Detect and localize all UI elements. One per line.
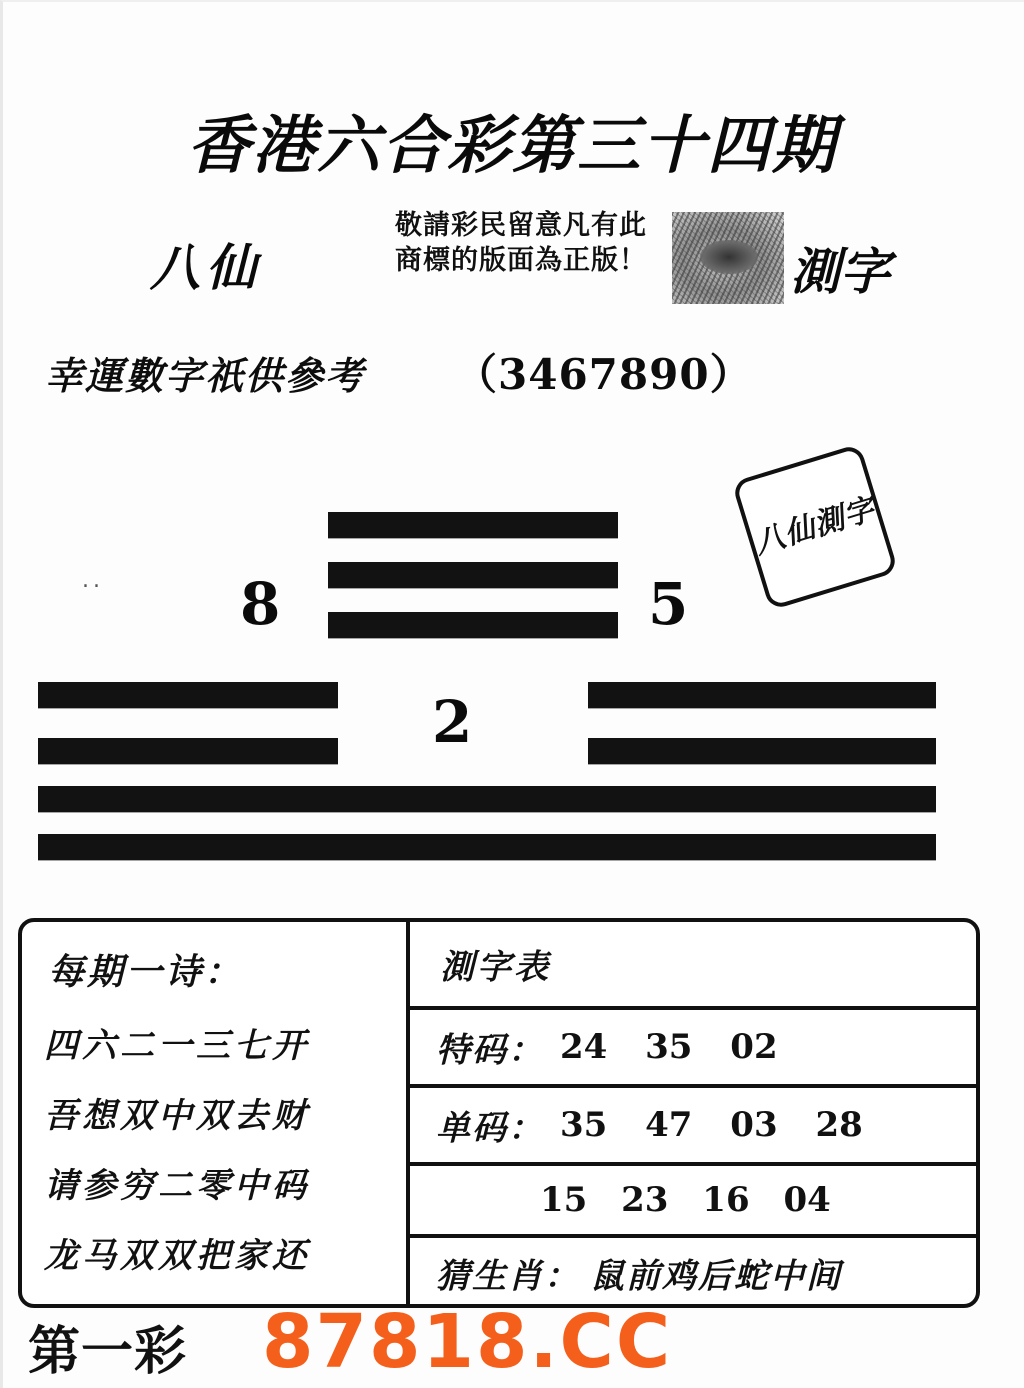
poem-title: 每期一诗： bbox=[48, 951, 244, 993]
seal-label: 八仙測字 bbox=[750, 491, 880, 562]
row-values-single: 35 47 03 28 bbox=[560, 1105, 863, 1145]
footer bbox=[0, 1299, 1024, 1385]
seal-badge bbox=[731, 443, 898, 610]
hexagram-diagram bbox=[0, 491, 1024, 870]
hexagram-number-left: 8 bbox=[240, 570, 281, 638]
hexagram-bar-top-3 bbox=[328, 612, 618, 638]
subtitle-left: 八仙 bbox=[150, 238, 262, 297]
footer-url[interactable]: 87818.CC bbox=[262, 1299, 673, 1385]
poem-box bbox=[22, 922, 410, 1304]
hexagram-bar-bottom-2 bbox=[38, 834, 936, 860]
table-row bbox=[410, 1166, 976, 1238]
table-header-label: 測字表 bbox=[440, 947, 551, 988]
poem-line: 龙马双双把家还 bbox=[44, 1236, 310, 1276]
dots-mark: .. bbox=[82, 568, 104, 593]
row-values-extra: 15 23 16 04 bbox=[540, 1180, 831, 1220]
poem-line: 请参穷二零中码 bbox=[44, 1166, 310, 1206]
table-row-header bbox=[410, 922, 976, 1010]
page-title: 香港六合彩第三十四期 bbox=[187, 108, 837, 182]
stamp-core bbox=[700, 240, 758, 274]
hexagram-bar-bottom-1 bbox=[38, 786, 936, 812]
zodiac-value: 鼠前鸡后蛇中间 bbox=[590, 1256, 842, 1297]
hexagram-bar-4-right bbox=[588, 682, 936, 708]
hexagram-bar-5-left bbox=[38, 738, 338, 764]
row-label-special: 特码： bbox=[436, 1030, 544, 1071]
hexagram-bar-top-2 bbox=[328, 562, 618, 588]
hexagram-bar-4-left bbox=[38, 682, 338, 708]
watermark-stamp-icon bbox=[672, 212, 784, 304]
footer-brand: 第一彩 bbox=[28, 1321, 188, 1382]
table-row-zodiac bbox=[410, 1238, 976, 1308]
subtitle-right: 測字 bbox=[790, 242, 890, 301]
hexagram-number-center: 2 bbox=[432, 688, 473, 756]
row-label-single: 单码： bbox=[436, 1108, 544, 1149]
authenticity-notice: 敬請彩民留意凡有此商標的版面為正版！ bbox=[395, 210, 647, 276]
row-values-special: 24 35 02 bbox=[560, 1027, 778, 1067]
hexagram-bar-top-1 bbox=[328, 512, 618, 538]
table-row bbox=[410, 1088, 976, 1166]
hexagram-number-right: 5 bbox=[648, 570, 689, 638]
bottom-panel bbox=[18, 918, 980, 1308]
lucky-number-label: 幸運數字祇供參考 bbox=[45, 353, 366, 398]
zodiac-label: 猜生肖： bbox=[436, 1256, 580, 1297]
poem-line: 吾想双中双去财 bbox=[44, 1096, 310, 1136]
table-row bbox=[410, 1010, 976, 1088]
hexagram-bar-5-right bbox=[588, 738, 936, 764]
lucky-number-value: （3467890） bbox=[455, 350, 753, 399]
poem-line: 四六二一三七开 bbox=[44, 1026, 310, 1066]
prediction-table bbox=[410, 922, 976, 1304]
